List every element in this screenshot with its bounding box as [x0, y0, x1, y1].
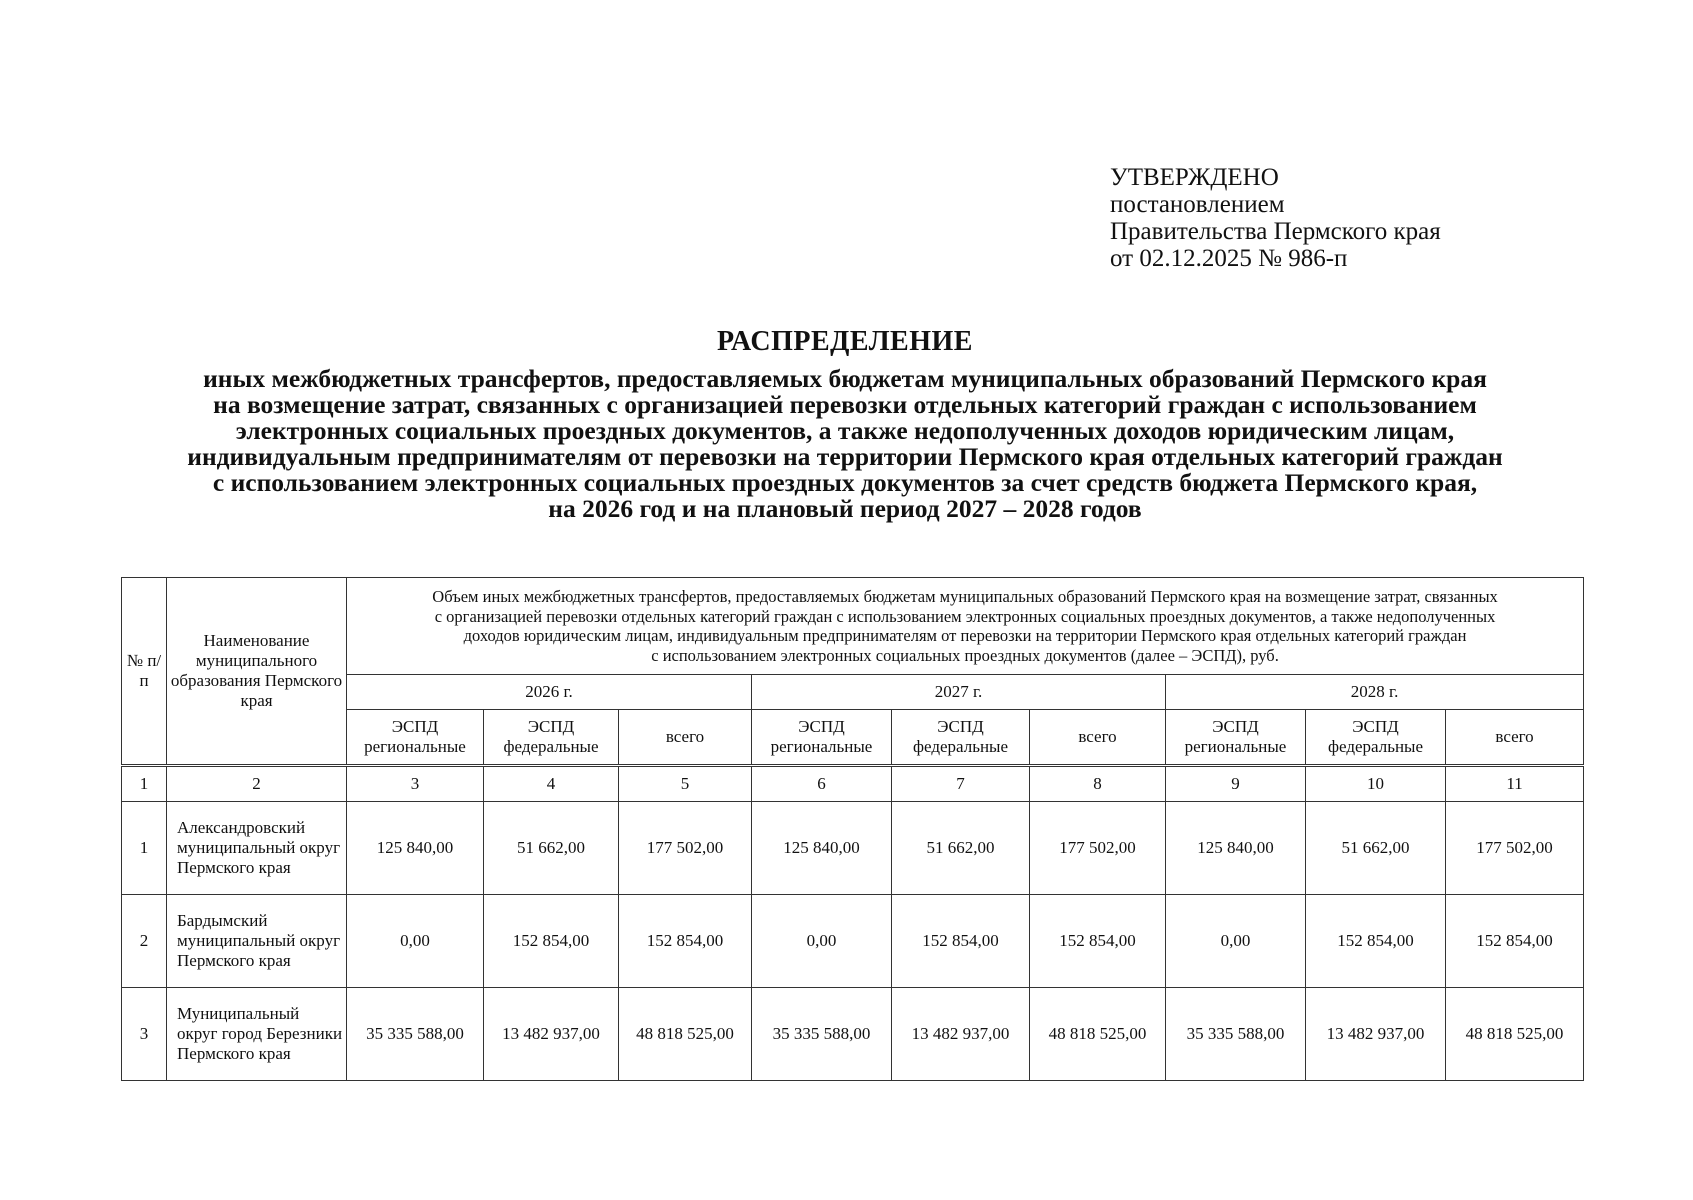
header-federal: ЭСПД федеральные — [892, 710, 1030, 766]
header-federal: ЭСПД федеральные — [1306, 710, 1446, 766]
row-value: 51 662,00 — [484, 802, 619, 895]
approval-stamp — [1110, 164, 1441, 272]
approval-line: УТВЕРЖДЕНО — [1110, 164, 1279, 191]
row-value: 152 854,00 — [484, 895, 619, 988]
column-number: 8 — [1030, 766, 1166, 802]
row-value: 13 482 937,00 — [1306, 988, 1446, 1081]
column-number: 9 — [1166, 766, 1306, 802]
header-volume-line: с использованием электронных социальных проездных документов (далее – ЭСПД), руб. — [651, 645, 1279, 665]
header-federal: ЭСПД федеральные — [484, 710, 619, 766]
subtitle-line: с использованием электронных социальных проездных документов за счет средств бюджета Пермского края, — [212, 468, 1478, 497]
subtitle-line: на возмещение затрат, связанных с организацией перевозки отдельных категорий граждан с использованием — [213, 390, 1477, 419]
row-value: 125 840,00 — [1166, 802, 1306, 895]
row-value: 13 482 937,00 — [892, 988, 1030, 1081]
subtitle-line: индивидуальным предпринимателям от перевозки на территории Пермского края отдельных категорий граждан — [187, 442, 1503, 471]
row-value: 0,00 — [1166, 895, 1306, 988]
row-name: Бардымский муниципальный округ Пермского края — [167, 895, 347, 988]
approval-line: Правительства Пермского края — [1110, 218, 1441, 245]
approval-line: постановлением — [1110, 191, 1285, 218]
row-value: 48 818 525,00 — [1030, 988, 1166, 1081]
row-value: 177 502,00 — [1030, 802, 1166, 895]
distribution-table — [121, 577, 1584, 1081]
header-year-2027: 2027 г. — [752, 675, 1166, 710]
row-value: 152 854,00 — [1030, 895, 1166, 988]
header-name: Наименование муниципального образования Пермского края — [167, 578, 347, 766]
column-number: 4 — [484, 766, 619, 802]
row-value: 152 854,00 — [1446, 895, 1584, 988]
header-year-2028: 2028 г. — [1166, 675, 1584, 710]
row-value: 177 502,00 — [619, 802, 752, 895]
row-value: 51 662,00 — [1306, 802, 1446, 895]
row-value: 152 854,00 — [1306, 895, 1446, 988]
table-row — [122, 802, 1584, 895]
header-regional: ЭСПД региональные — [752, 710, 892, 766]
header-regional: ЭСПД региональные — [347, 710, 484, 766]
row-value: 13 482 937,00 — [484, 988, 619, 1081]
column-number: 2 — [167, 766, 347, 802]
header-volume — [347, 578, 1584, 675]
row-num: 3 — [122, 988, 167, 1081]
header-year-2026: 2026 г. — [347, 675, 752, 710]
row-value: 177 502,00 — [1446, 802, 1584, 895]
row-value: 0,00 — [347, 895, 484, 988]
row-num: 1 — [122, 802, 167, 895]
table-row — [122, 895, 1584, 988]
row-num: 2 — [122, 895, 167, 988]
column-number: 10 — [1306, 766, 1446, 802]
row-value: 48 818 525,00 — [1446, 988, 1584, 1081]
header-volume-line: доходов юридическим лицам, индивидуальным предпринимателям от перевозки на территории Пермского края отдельных категорий граждан — [463, 626, 1467, 645]
header-row — [122, 578, 1584, 675]
subtitle-line: иных межбюджетных трансфертов, предоставляемых бюджетам муниципальных образований Пермского края — [203, 364, 1487, 393]
table-row — [122, 988, 1584, 1081]
row-value: 125 840,00 — [347, 802, 484, 895]
header-total: всего — [1446, 710, 1584, 766]
row-name: Александровский муниципальный округ Пермского края — [167, 802, 347, 895]
column-number: 6 — [752, 766, 892, 802]
row-value: 35 335 588,00 — [347, 988, 484, 1081]
document-subtitle — [60, 366, 1630, 522]
header-total: всего — [619, 710, 752, 766]
column-number: 7 — [892, 766, 1030, 802]
header-num: № п/п — [122, 578, 167, 766]
column-number-row — [122, 766, 1584, 802]
row-value: 152 854,00 — [619, 895, 752, 988]
row-value: 48 818 525,00 — [619, 988, 752, 1081]
row-name: Муниципальный округ город Березники Пермского края — [167, 988, 347, 1081]
column-number: 5 — [619, 766, 752, 802]
row-value: 125 840,00 — [752, 802, 892, 895]
approval-line: от 02.12.2025 № 986-п — [1110, 245, 1348, 272]
header-volume-line: с организацией перевозки отдельных категорий граждан с использованием электронных социальных проездных документов, а также недополученных — [434, 606, 1496, 626]
column-number: 3 — [347, 766, 484, 802]
header-volume-line: Объем иных межбюджетных трансфертов, предоставляемых бюджетам муниципальных образований Пермского края на возмещение затрат, связанных — [432, 587, 1498, 606]
header-total: всего — [1030, 710, 1166, 766]
column-number: 1 — [122, 766, 167, 802]
row-value: 35 335 588,00 — [1166, 988, 1306, 1081]
row-value: 35 335 588,00 — [752, 988, 892, 1081]
header-regional: ЭСПД региональные — [1166, 710, 1306, 766]
subtitle-line: на 2026 год и на плановый период 2027 – 2028 годов — [548, 494, 1142, 523]
document-title: РАСПРЕДЕЛЕНИЕ — [717, 326, 973, 357]
subtitle-line: электронных социальных проездных документов, а также недополученных доходов юридическим лицам, — [235, 416, 1455, 445]
column-number: 11 — [1446, 766, 1584, 802]
row-value: 152 854,00 — [892, 895, 1030, 988]
row-value: 0,00 — [752, 895, 892, 988]
row-value: 51 662,00 — [892, 802, 1030, 895]
